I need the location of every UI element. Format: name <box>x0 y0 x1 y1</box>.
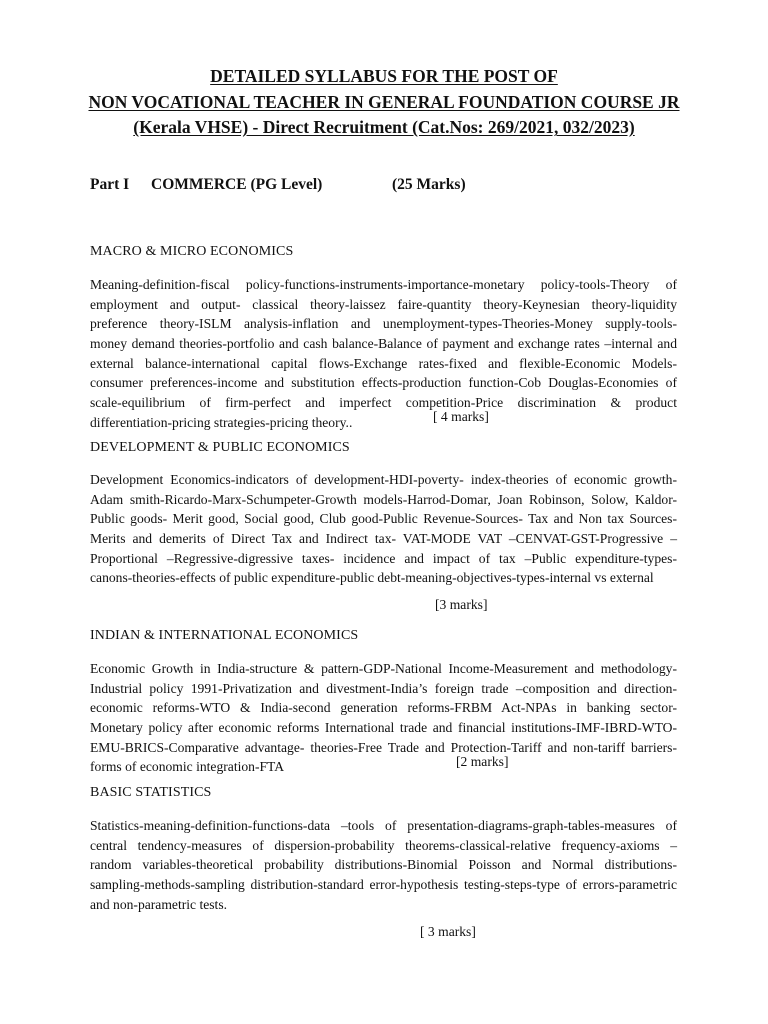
body-line: EMU-BRICS-Comparative advantage- theories-Free Trade and Protection-Tariff and non-tariff barriers- <box>90 739 677 755</box>
section-marks: [3 marks] <box>435 597 488 612</box>
section-body <box>90 816 677 914</box>
body-line: external balance-international capital flows-Exchange rates-fixed and flexible-Economic Models- <box>90 355 677 371</box>
section-heading: INDIAN & INTERNATIONAL ECONOMICS <box>90 628 359 643</box>
section-body <box>90 659 677 777</box>
section-marks: [ 3 marks] <box>420 924 476 939</box>
section-heading: DEVELOPMENT & PUBLIC ECONOMICS <box>90 440 350 455</box>
body-line: Proportional –Regressive-digressive taxes- incidence and impact of tax –Public expenditure-types- <box>90 550 677 566</box>
section-heading: BASIC STATISTICS <box>90 785 212 800</box>
body-line: preference theory-ISLM analysis-inflation and unemployment-types-Theories-Money supply-tools- <box>90 316 677 332</box>
body-line: employment and output- classical theory-laissez faire-quantity theory-Keynesian theory-liquidity <box>90 296 677 312</box>
title-line-1: DETAILED SYLLABUS FOR THE POST OF <box>210 66 558 86</box>
part-marks: (25 Marks) <box>392 176 466 193</box>
body-line: canons-theories-effects of public expenditure-public debt-meaning-objectives-types-internal vs external <box>90 570 654 586</box>
body-line: Economic Growth in India-structure & pattern-GDP-National Income-Measurement and methodology- <box>90 661 677 676</box>
section-marks: [ 4 marks] <box>433 409 489 424</box>
body-line: money demand theories-portfolio and cash balance-Balance of payment and exchange rates –internal and <box>90 336 677 352</box>
title-line-3: (Kerala VHSE) - Direct Recruitment (Cat.Nos: 269/2021, 032/2023) <box>133 117 635 137</box>
body-line: forms of economic integration-FTA <box>90 759 285 775</box>
body-line: random variables-theoretical probability distributions-Binomial Poisson and Normal distributions- <box>90 857 677 873</box>
part-label: Part I <box>90 176 130 193</box>
section-heading: MACRO & MICRO ECONOMICS <box>90 244 294 259</box>
body-line: Adam smith-Ricardo-Marx-Schumpeter-Growth models-Harrod-Domar, Joan Robinson, Solow, Kaldor- <box>90 491 677 507</box>
body-line: Development Economics-indicators of development-HDI-poverty- index-theories of economic growth- <box>90 472 677 487</box>
section-marks: [2 marks] <box>456 754 509 769</box>
body-line: consumer preferences-income and substitution effects-production function-Cob Douglas-Economies of <box>90 375 677 391</box>
body-line: differentiation-pricing strategies-pricing theory.. <box>90 414 353 430</box>
section-body <box>90 275 677 433</box>
body-line: Statistics-meaning-definition-functions-data –tools of presentation-diagrams-graph-tables-measures of <box>90 818 677 833</box>
part-subject: COMMERCE (PG Level) <box>151 176 323 193</box>
body-line: Monetary policy after economic reforms International trade and financial institutions-IMF-IBRD-WTO- <box>90 720 677 736</box>
body-line: Industrial policy 1991-Privatization and divestment-India’s foreign trade –composition and direction- <box>90 680 677 696</box>
body-line: economic reforms-WTO & India-second generation reforms-FRBM Act-NPAs in banking sector- <box>90 700 677 716</box>
body-line: Merits and demerits of Direct Tax and Indirect tax- VAT-MODE VAT –CENVAT-GST-Progressive – <box>90 531 677 547</box>
body-line: and non-parametric tests. <box>90 896 228 912</box>
body-line: sampling-methods-sampling distribution-standard error-hypothesis testing-steps-type of errors-parametric <box>90 877 677 893</box>
body-line: scale-equilibrium of firm-perfect and imperfect competition-Price discrimination & product <box>90 395 677 411</box>
title-line-2: NON VOCATIONAL TEACHER IN GENERAL FOUNDATION COURSE JR <box>88 92 680 112</box>
section-body <box>90 470 677 588</box>
body-line: Meaning-definition-fiscal policy-functions-instruments-importance-monetary policy-tools-Theory of <box>90 277 677 292</box>
body-line: Public goods- Merit good, Social good, Club good-Public Revenue-Sources- Tax and Non tax Sources- <box>90 511 677 527</box>
body-line: central tendency-measures of dispersion-probability theorems-classical-relative frequency-axioms – <box>90 837 677 853</box>
